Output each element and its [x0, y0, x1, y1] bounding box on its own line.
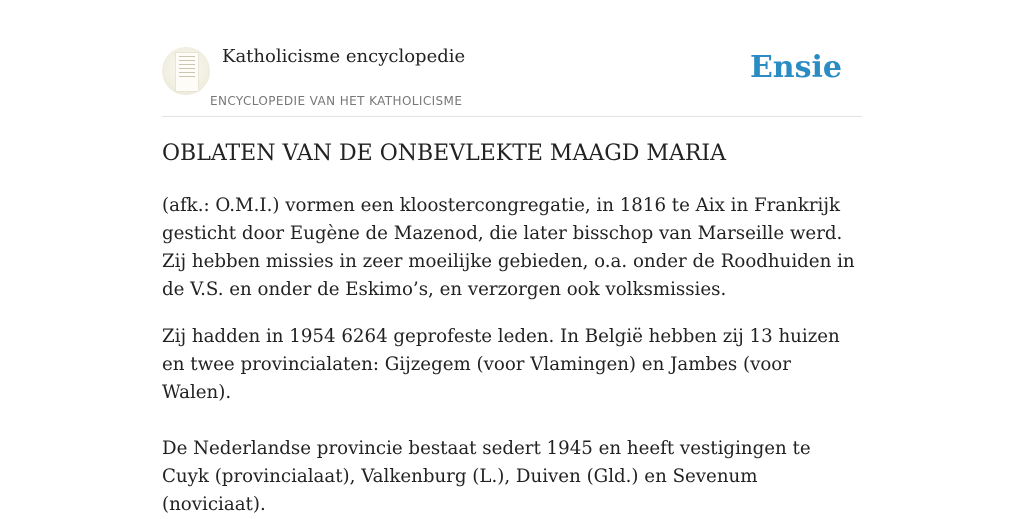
entry-body	[162, 192, 862, 519]
entry-paragraph: De Nederlandse provincie bestaat sedert 1945 en heeft vestigingen te Cuyk (provincialaat), Valkenburg (L.), Duiven (Gld.) en Sevenum (noviciaat).	[162, 438, 811, 515]
page-container	[162, 0, 862, 515]
book-cover-page	[175, 52, 199, 92]
book-cover-icon[interactable]	[162, 47, 210, 95]
entry-paragraph: (afk.: O.M.I.) vormen een kloostercongregatie, in 1816 te Aix in Frankrijk gesticht door Eugène de Mazenod, die later bisschop van Marseille werd. Zij hebben missies in zeer moeilijke gebieden, o.a. onder de Roodhuiden in de V.S. en onder de Eskimo’s, en verzorgen ook volksmissies.	[162, 195, 855, 300]
book-subtitle: ENCYCLOPEDIE VAN HET KATHOLICISME	[210, 94, 463, 108]
book-title[interactable]: Katholicisme encyclopedie	[222, 46, 466, 67]
entry-paragraph: Zij hadden in 1954 6264 geprofeste leden. In België hebben zij 13 huizen en twee provincialaten: Gijzegem (voor Vlamingen) en Jambes (voor Walen).	[162, 326, 840, 403]
header	[162, 0, 862, 117]
brand-logo-link[interactable]: Ensie	[749, 50, 842, 85]
entry-title: OBLATEN VAN DE ONBEVLEKTE MAAGD MARIA	[162, 141, 726, 166]
